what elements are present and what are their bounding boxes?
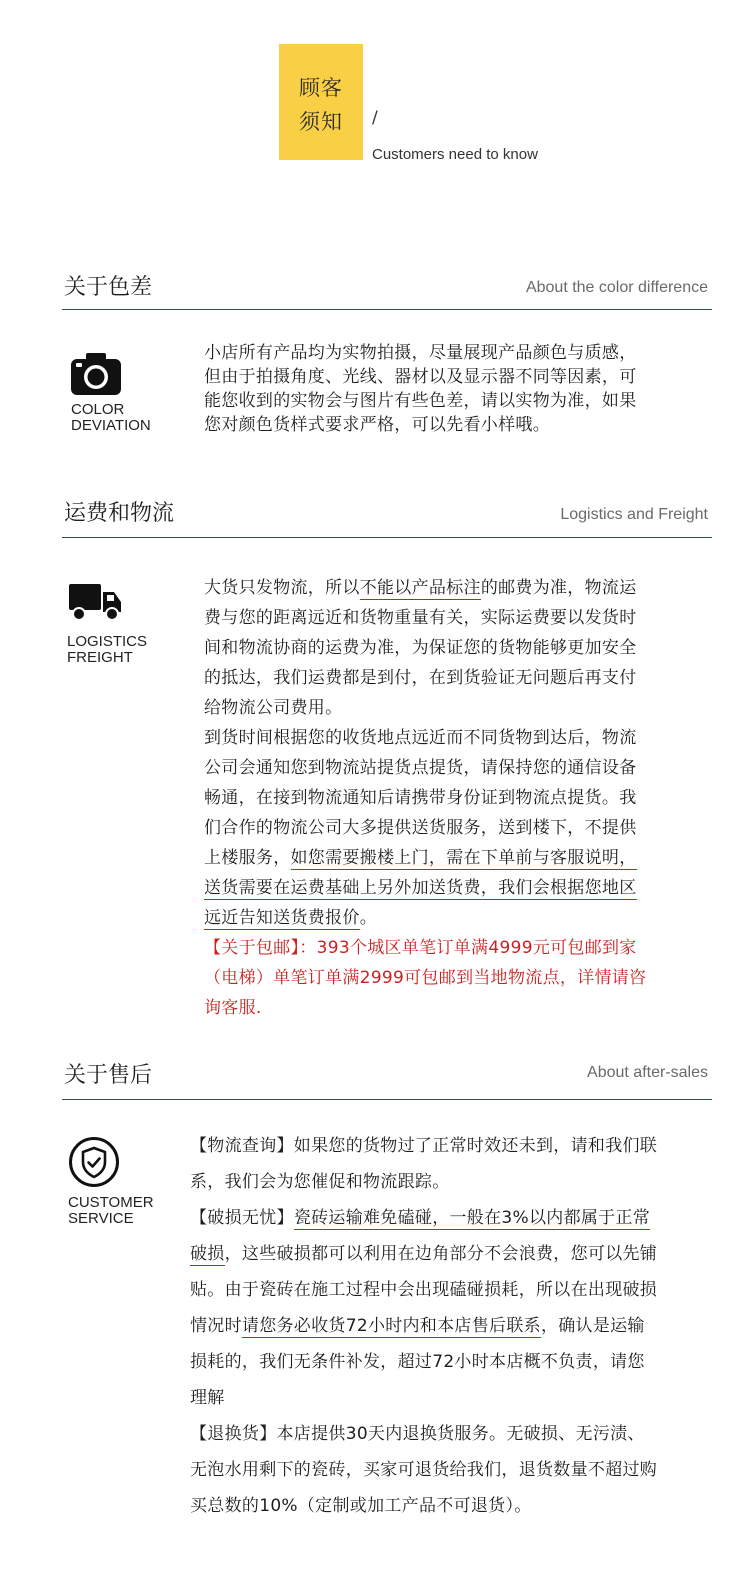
aftersales-line-1: 【物流查询】如果您的货物过了正常时效还未到，请和我们联 (190, 1136, 658, 1156)
aftersales-line-5: 贴。由于瓷砖在施工过程中会出现磕碰损耗，所以在出现破损 (190, 1280, 658, 1300)
logistics-underline-4: 远近告知送货费报价 (204, 908, 360, 928)
aftersales-section-divider (62, 1099, 712, 1100)
aftersales-line-3: 【破损无忧】瓷砖运输难免磕碰，一般在3%以内都属于正常 (190, 1208, 651, 1228)
aftersales-section-title: 关于售后 (64, 1063, 153, 1088)
logistics-underline-3: 送货需要在运费基础上另外加送货费，我们会根据您地区 (204, 878, 637, 898)
logistics-line-5: 给物流公司费用。 (204, 698, 343, 718)
color-paragraph (204, 341, 637, 437)
aftersales-section-title-en: About after-sales (587, 1064, 708, 1081)
aftersales-underline-3: 请您务必收货72小时内和本店售后联系 (241, 1316, 541, 1336)
logistics-line-9: 们合作的物流公司大多提供送货服务，送到楼下，不提供 (204, 818, 637, 838)
logistics-line-8: 畅通，在接到物流通知后请携带身份证到物流点提货。我 (204, 788, 637, 808)
logistics-line-3: 间和物流协商的运费为准，为保证您的货物能够更加安全 (204, 638, 637, 658)
logistics-line-12: 远近告知送货费报价。 (204, 908, 378, 928)
header-slash: / (372, 108, 378, 128)
aftersales-line-4: 破损，这些破损都可以利用在边角部分不会浪费，您可以先铺 (190, 1244, 658, 1264)
logistics-paragraph (204, 573, 646, 1023)
header-badge-line-2: 须知 (299, 110, 343, 134)
logistics-section-divider (62, 537, 712, 538)
aftersales-line-2: 系，我们会为您催促和物流跟踪。 (190, 1172, 450, 1192)
logistics-underline-1: 不能以产品标注 (359, 578, 481, 598)
header-badge (279, 44, 363, 160)
free-shipping-line-3: 询客服. (204, 998, 262, 1018)
shield-check-icon (68, 1136, 120, 1188)
header-subtitle: Customers need to know (372, 146, 538, 163)
color-line-3: 能您收到的实物会与图片有些色差，请以实物为准，如果 (204, 391, 637, 411)
logistics-section-title: 运费和物流 (64, 501, 175, 526)
logistics-section-title-en: Logistics and Freight (560, 506, 708, 523)
aftersales-paragraph (190, 1128, 657, 1524)
color-line-2: 但由于拍摄角度、光线、器材以及显示器不同等因素，可 (204, 367, 637, 387)
logistics-line-2: 费与您的距离远近和货物重量有关，实际运费要以发货时 (204, 608, 637, 628)
aftersales-underline-2: 破损 (190, 1244, 225, 1264)
logistics-line-7: 公司会通知您到物流站提货点提货，请保持您的通信设备 (204, 758, 637, 778)
color-line-1: 小店所有产品均为实物拍摄，尽量展现产品颜色与质感， (204, 343, 637, 363)
aftersales-line-8: 理解 (190, 1388, 225, 1408)
aftersales-line-7: 损耗的，我们无条件补发，超过72小时本店概不负责，请您 (190, 1352, 645, 1372)
aftersales-line-6: 情况时请您务必收货72小时内和本店售后联系，确认是运输 (190, 1316, 645, 1336)
logistics-line-10: 上楼服务，如您需要搬楼上门，需在下单前与客服说明， (204, 848, 637, 868)
aftersales-underline-1: 瓷砖运输难免磕碰，一般在3%以内都属于正常 (293, 1208, 651, 1228)
aftersales-icon-label: CUSTOMER SERVICE (68, 1194, 154, 1227)
color-section-title: 关于色差 (64, 275, 153, 300)
aftersales-line-9: 【退换货】本店提供30天内退换货服务。无破损、无污渍、 (190, 1424, 645, 1444)
camera-icon (70, 352, 122, 396)
aftersales-line-11: 买总数的10%（定制或加工产品不可退货）。 (190, 1496, 532, 1516)
color-icon-label: COLOR DEVIATION (71, 401, 151, 434)
truck-icon (68, 582, 122, 622)
free-shipping-line-1: 【关于包邮】：393个城区单笔订单满4999元可包邮到家 (204, 938, 637, 958)
logistics-line-6: 到货时间根据您的收货地点远近而不同货物到达后，物流 (204, 728, 637, 748)
color-section-divider (62, 309, 712, 310)
color-section-title-en: About the color difference (525, 279, 708, 296)
logistics-line-4: 的抵达，我们运费都是到付，在到货验证无问题后再支付 (204, 668, 637, 688)
logistics-line-11 (204, 873, 646, 903)
logistics-line-1: 大货只发物流，所以不能以产品标注的邮费为准，物流运 (204, 578, 637, 598)
color-line-4: 您对颜色货样式要求严格，可以先看小样哦。 (204, 415, 550, 435)
aftersales-line-10: 无泡水用剩下的瓷砖，买家可退货给我们，退货数量不超过购 (190, 1460, 658, 1480)
header-badge-line-1: 顾客 (299, 76, 343, 100)
logistics-underline-2: 如您需要搬楼上门，需在下单前与客服说明， (290, 848, 637, 868)
free-shipping-line-2: （电梯）单笔订单满2999可包邮到当地物流点，详情请咨 (204, 968, 647, 988)
logistics-icon-label: LOGISTICS FREIGHT (67, 633, 148, 666)
